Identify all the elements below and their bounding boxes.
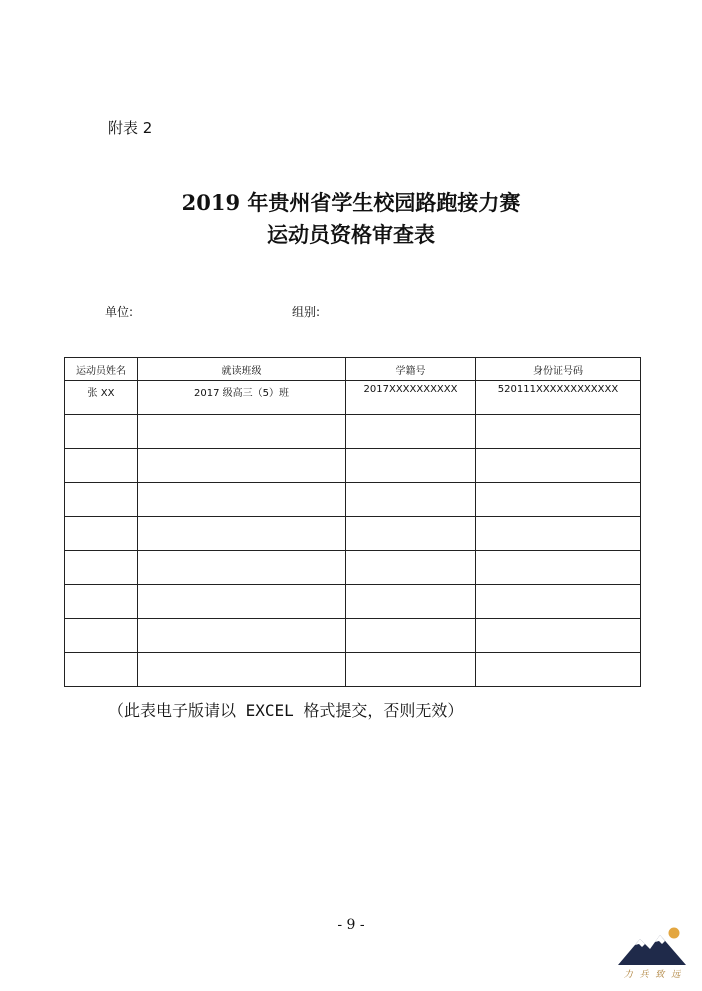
cell-student-id bbox=[346, 483, 476, 517]
table-row bbox=[65, 619, 641, 653]
cell-student-id: 2017XXXXXXXXXX bbox=[346, 381, 476, 415]
cell-student-id bbox=[346, 653, 476, 687]
header-student-id: 学籍号 bbox=[346, 358, 476, 381]
cell-student-id bbox=[346, 585, 476, 619]
cell-athlete-name bbox=[65, 551, 138, 585]
mountain-logo-icon bbox=[612, 925, 694, 969]
cell-class bbox=[138, 415, 346, 449]
cell-athlete-name: 张 XX bbox=[65, 381, 138, 415]
header-athlete-name: 运动员姓名 bbox=[65, 358, 138, 381]
cell-class bbox=[138, 483, 346, 517]
cell-athlete-name bbox=[65, 653, 138, 687]
title-line-2: 运动员资格审查表 bbox=[267, 222, 435, 247]
table-row bbox=[65, 517, 641, 551]
sun-icon bbox=[669, 928, 679, 938]
cell-class bbox=[138, 619, 346, 653]
cell-id-number bbox=[476, 585, 641, 619]
annex-label: 附表 2 bbox=[108, 119, 153, 137]
mountain-icon bbox=[618, 935, 686, 965]
cell-athlete-name bbox=[65, 483, 138, 517]
table-row bbox=[65, 381, 641, 415]
cell-student-id bbox=[346, 415, 476, 449]
cell-athlete-name bbox=[65, 415, 138, 449]
cell-class bbox=[138, 585, 346, 619]
cell-id-number bbox=[476, 517, 641, 551]
table-row bbox=[65, 551, 641, 585]
cell-athlete-name bbox=[65, 585, 138, 619]
cell-student-id bbox=[346, 551, 476, 585]
qualification-table bbox=[64, 357, 641, 687]
group-label: 组别: bbox=[292, 305, 321, 319]
unit-label: 单位: bbox=[105, 305, 134, 319]
table-row bbox=[65, 415, 641, 449]
cell-student-id bbox=[346, 449, 476, 483]
logo-text: 力 兵 致 远 bbox=[623, 970, 683, 980]
cell-class bbox=[138, 517, 346, 551]
cell-id-number bbox=[476, 449, 641, 483]
table-row bbox=[65, 585, 641, 619]
cell-class bbox=[138, 551, 346, 585]
cell-athlete-name bbox=[65, 517, 138, 551]
cell-athlete-name bbox=[65, 619, 138, 653]
cell-student-id bbox=[346, 517, 476, 551]
cell-id-number bbox=[476, 619, 641, 653]
cell-student-id bbox=[346, 619, 476, 653]
cell-class: 2017 级高三（5）班 bbox=[138, 381, 346, 415]
cell-id-number bbox=[476, 551, 641, 585]
cell-id-number bbox=[476, 415, 641, 449]
table-header-row bbox=[65, 358, 641, 381]
cell-id-number bbox=[476, 483, 641, 517]
cell-class bbox=[138, 653, 346, 687]
header-class: 就读班级 bbox=[138, 358, 346, 381]
cell-id-number bbox=[476, 653, 641, 687]
cell-athlete-name bbox=[65, 449, 138, 483]
table-row bbox=[65, 449, 641, 483]
brand-logo bbox=[612, 925, 694, 987]
table-row bbox=[65, 483, 641, 517]
header-id-number: 身份证号码 bbox=[476, 358, 641, 381]
title-line-1: 2019 年贵州省学生校园路跑接力赛 bbox=[181, 190, 521, 215]
submission-note: （此表电子版请以 EXCEL 格式提交，否则无效） bbox=[108, 701, 464, 720]
table-row bbox=[65, 653, 641, 687]
page-number: - 9 - bbox=[337, 917, 365, 933]
cell-id-number: 520111XXXXXXXXXXXX bbox=[476, 381, 641, 415]
cell-class bbox=[138, 449, 346, 483]
